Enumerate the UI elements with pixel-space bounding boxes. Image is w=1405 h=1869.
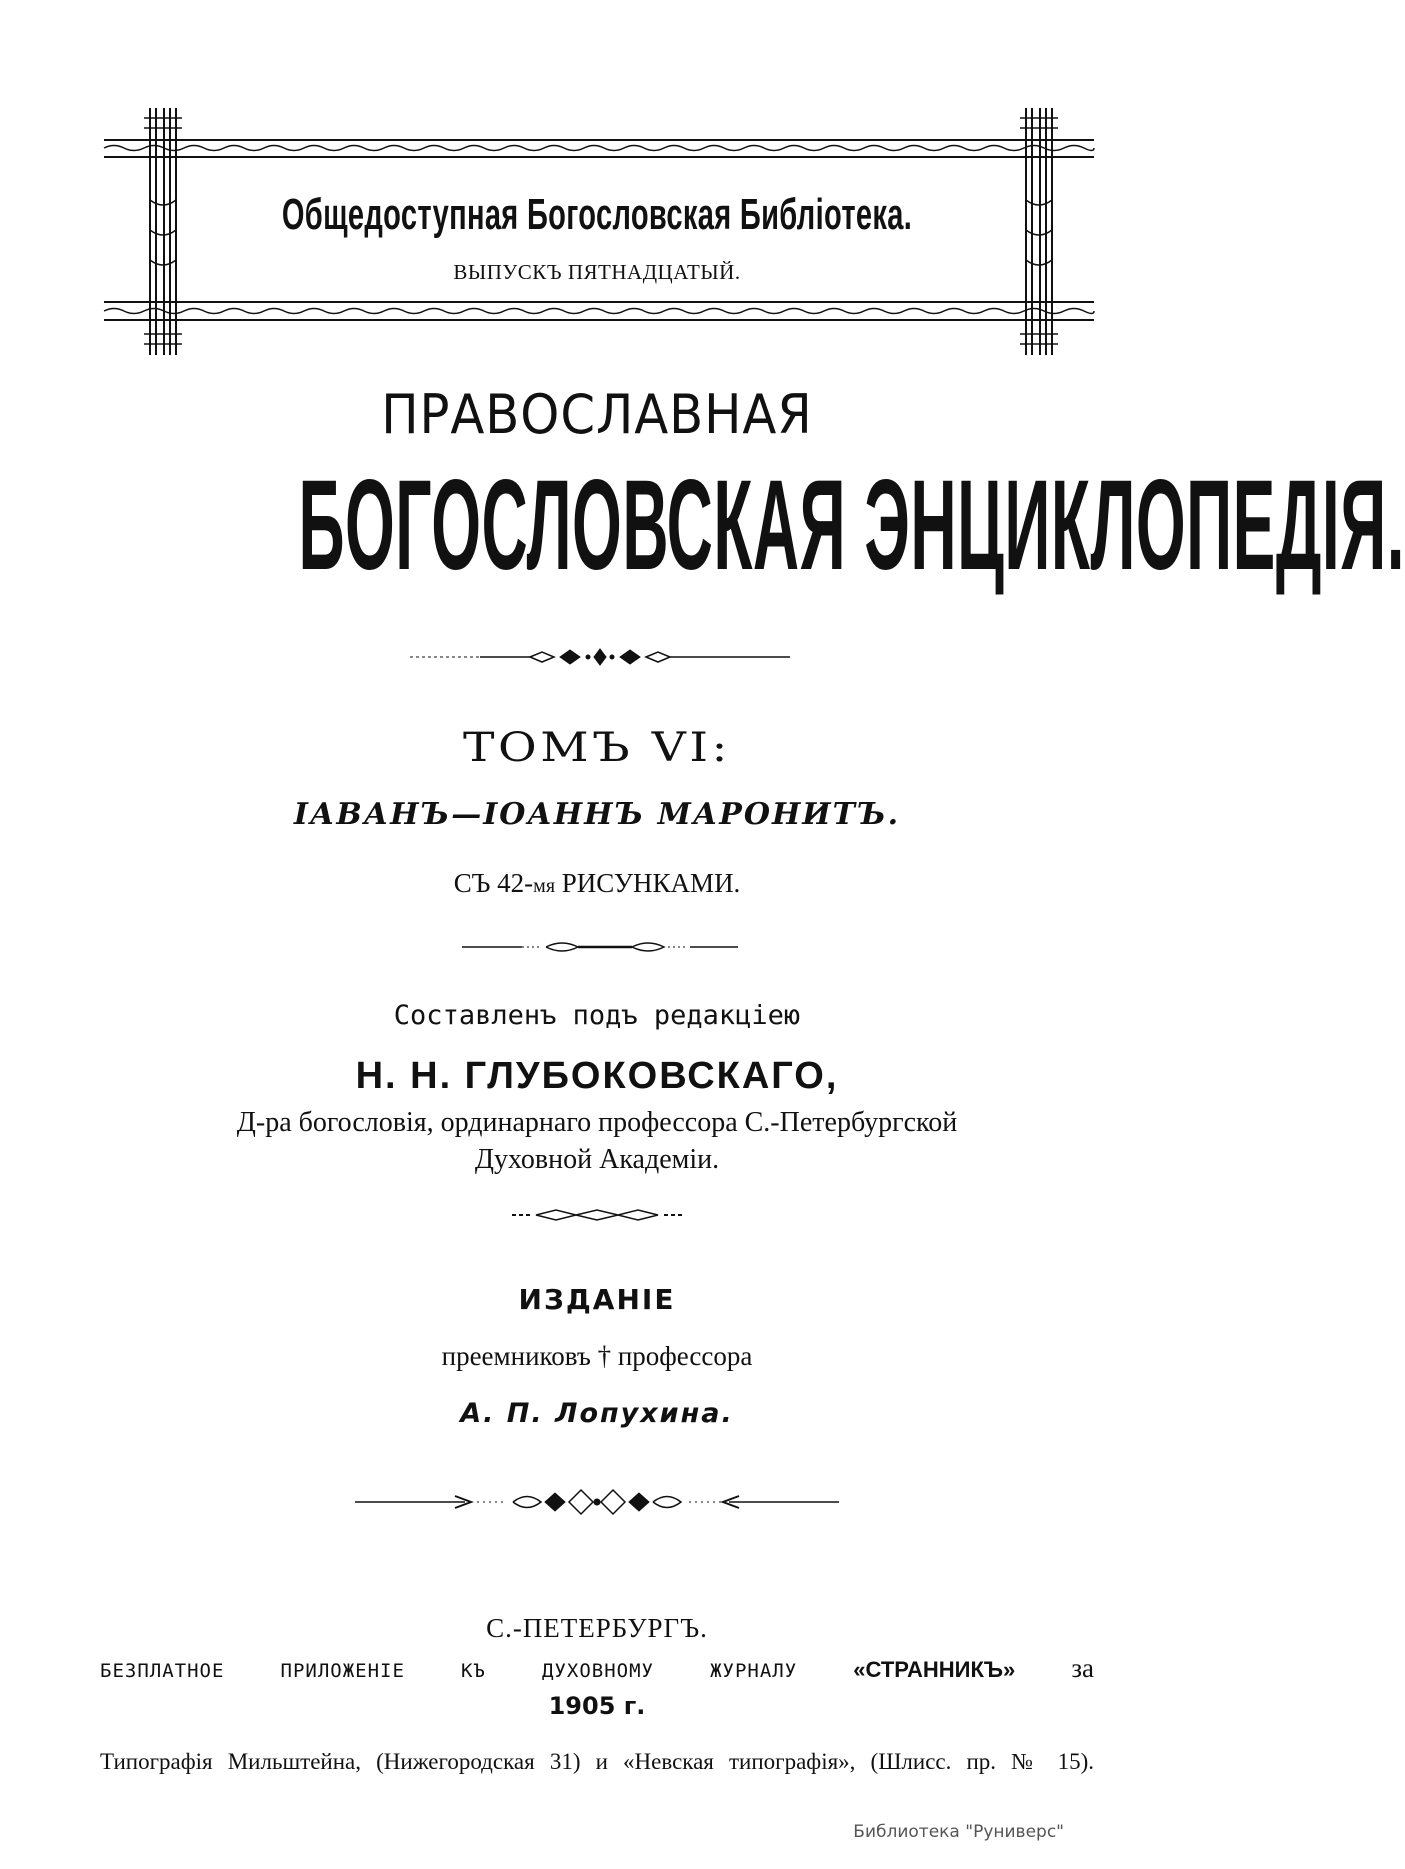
illustrations-count [0,868,1194,899]
supplement-word-4: ДУХОВНОМУ [542,1660,654,1682]
library-watermark: Библиотека "Руниверс" [853,1822,1064,1842]
journal-name: «СТРАННИКЪ» [853,1657,1016,1682]
supplement-word-5: ЖУРНАЛУ [710,1660,798,1682]
supplement-word-2: ПРИЛОЖЕНІЕ [280,1660,405,1682]
title-line-1: ПРАВОСЛАВНАЯ [381,383,813,446]
city: С.-ПЕТЕРБУРГЪ. [486,1613,708,1643]
successors-prefix: преемниковъ [441,1341,591,1371]
successors-suffix: профессора [617,1341,753,1371]
supplement-line [100,1653,1094,1684]
illustrations-small: мя [533,875,556,897]
printer-info: Типографія Мильштейна, (Нижегородская 31) и «Невская типографія», (Шлисс. пр. № 15). [100,1749,1094,1774]
year: 1905 г. [548,1692,646,1720]
cross-symbol: † [597,1341,612,1371]
ornament-divider-4 [355,1487,839,1517]
successors-line [0,1341,1194,1372]
supplement-for: за [1071,1653,1095,1683]
editor-name: Н. Н. ГЛУБОКОВСКАГО, [355,1055,839,1097]
volume-range: ІАВАНЪ—ІОАННЪ МАРОНИТЪ. [293,797,901,832]
series-title: Общедоступная Богословская Библіотека. [281,190,913,239]
edition-label: ИЗДАНІЕ [518,1283,676,1316]
issue-number: ВЫПУСКЪ ПЯТНАДЦАТЫЙ. [453,260,741,284]
volume-label: ТОМЪ VI: [463,725,731,771]
editor-title-line-1: Д-ра богословія, ординарнаго профессора С.-Петербургской [236,1107,958,1138]
compiled-by: Составленъ подъ редакціею [393,1000,801,1031]
ornament-divider-1 [410,645,790,669]
illustrations-suffix: РИСУНКАМИ. [555,868,741,898]
editor-title-line-2: Духовной Академіи. [474,1144,720,1175]
illustrations-prefix: СЪ 42- [453,868,534,898]
supplement-word-3: КЪ [461,1660,486,1682]
lopukhin-name: А. П. Лопухина. [460,1398,734,1429]
ornament-divider-3 [512,1206,682,1224]
title-line-2: БОГОСЛОВСКАЯ ЭНЦИКЛОПЕДІЯ. [298,454,1405,597]
supplement-word-1: БЕЗПЛАТНОЕ [100,1660,225,1682]
ornament-divider-2 [462,937,738,957]
